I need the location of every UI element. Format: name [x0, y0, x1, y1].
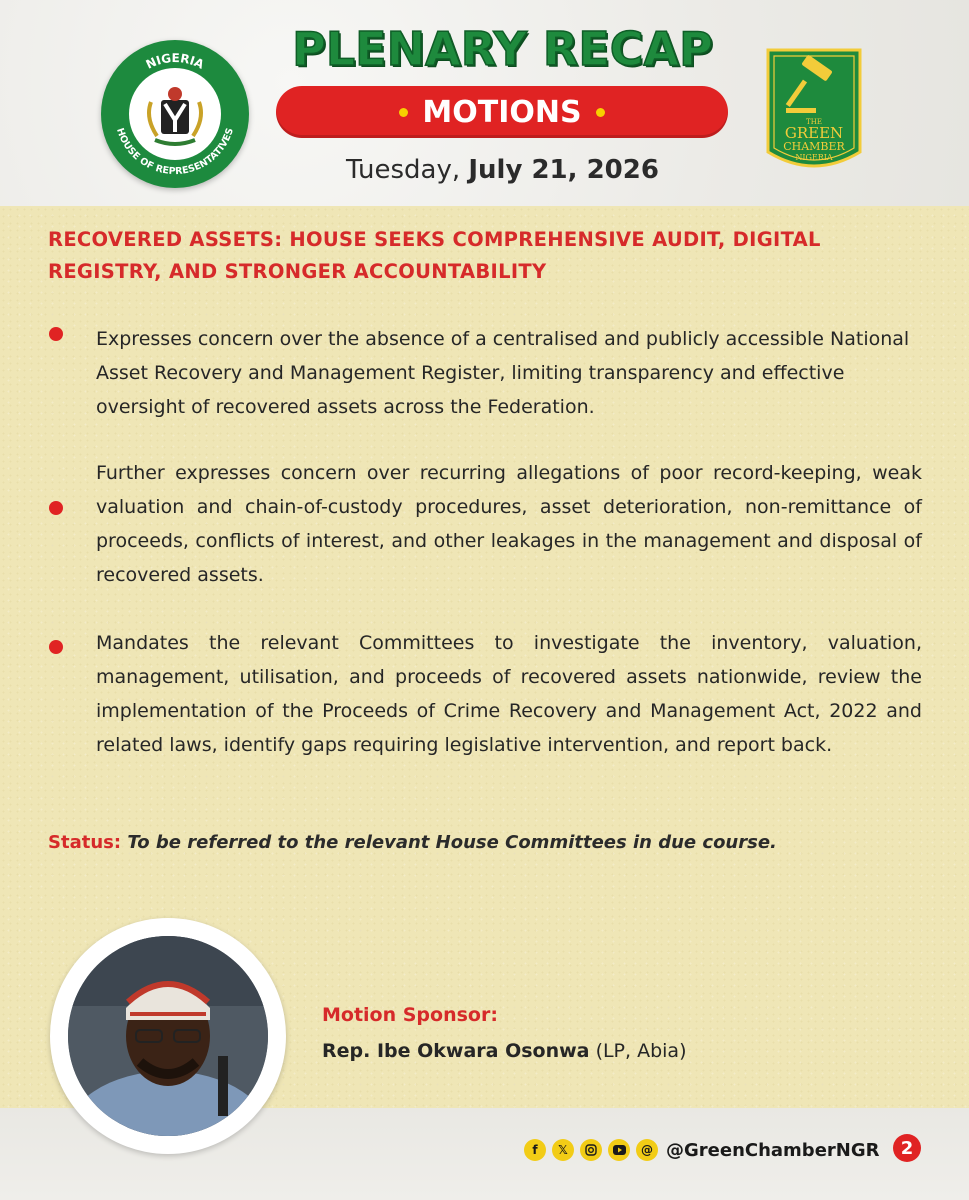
logo-text-green: GREEN — [784, 124, 844, 142]
bullet-dot — [49, 501, 63, 515]
sponsor-line — [322, 1040, 687, 1062]
headline-line-2: REGISTRY, AND STRONGER ACCOUNTABILITY — [48, 260, 547, 283]
logo-text-nigeria: NIGERIA — [795, 153, 833, 162]
sponsor-label: Motion Sponsor: — [322, 1004, 498, 1026]
threads-icon[interactable]: @ — [636, 1139, 658, 1161]
motion-bullet-3: Mandates the relevant Committees to investigate the inventory, valuation, management, utilisation, and proceeds of recovered assets nationwide, review the implementation of the Proceeds of Crime Recovery and Management Act, 2022 and related laws, identify gaps requiring legislative intervention, and report back. — [96, 632, 922, 756]
headline-line-1: RECOVERED ASSETS: HOUSE SEEKS COMPREHENSIVE AUDIT, DIGITAL — [48, 228, 821, 251]
status-text: To be referred to the relevant House Committees in due course. — [127, 832, 777, 853]
facebook-icon[interactable]: f — [524, 1139, 546, 1161]
bullet-dot — [49, 640, 63, 654]
sponsor-name: Rep. Ibe Okwara Osonwa — [322, 1040, 590, 1062]
x-icon[interactable]: 𝕏 — [552, 1139, 574, 1161]
category-label: MOTIONS — [422, 94, 582, 130]
page-number-badge: 2 — [893, 1134, 921, 1162]
banner-dot-right — [596, 108, 605, 117]
bullet-dot — [49, 327, 63, 341]
motion-status — [48, 832, 928, 853]
banner-dot-left — [399, 108, 408, 117]
social-footer — [524, 1134, 879, 1166]
logo-text-chamber: CHAMBER — [783, 140, 845, 153]
coat-of-arms-icon — [149, 87, 201, 144]
date-line — [270, 155, 735, 185]
seal-top-text: NIGERIA — [143, 50, 207, 72]
date-day: Tuesday, — [346, 155, 461, 185]
date-full: July 21, 2026 — [468, 155, 659, 185]
seal-bottom-text: HOUSE OF REPRESENTATIVES — [113, 126, 236, 178]
social-handle[interactable]: @GreenChamberNGR — [666, 1139, 880, 1161]
category-banner — [276, 86, 728, 138]
youtube-icon[interactable] — [608, 1139, 630, 1161]
logo-text-the: THE — [806, 118, 822, 126]
sponsor-party: (LP, Abia) — [595, 1040, 687, 1062]
green-chamber-logo — [762, 40, 866, 182]
motion-bullet-2: Further expresses concern over recurring allegations of poor record-keeping, weak valuation and chain-of-custody procedures, asset deterioration, non-remittance of proceeds, conflicts of interest, and other leakages in the management and disposal of recovered assets. — [96, 462, 922, 586]
motion-headline — [48, 224, 920, 288]
sponsor-photo — [68, 936, 268, 1136]
sponsor-photo-frame — [50, 918, 286, 1154]
status-label: Status: — [48, 832, 122, 853]
motion-bullet-1: Expresses concern over the absence of a centralised and publicly accessible National Asset Recovery and Management Register, limiting transparency and effective oversight of recovered assets across the Federation. — [96, 328, 910, 418]
page-title: PLENARY RECAP — [292, 22, 713, 76]
instagram-icon[interactable] — [580, 1139, 602, 1161]
house-of-representatives-seal — [101, 40, 249, 188]
